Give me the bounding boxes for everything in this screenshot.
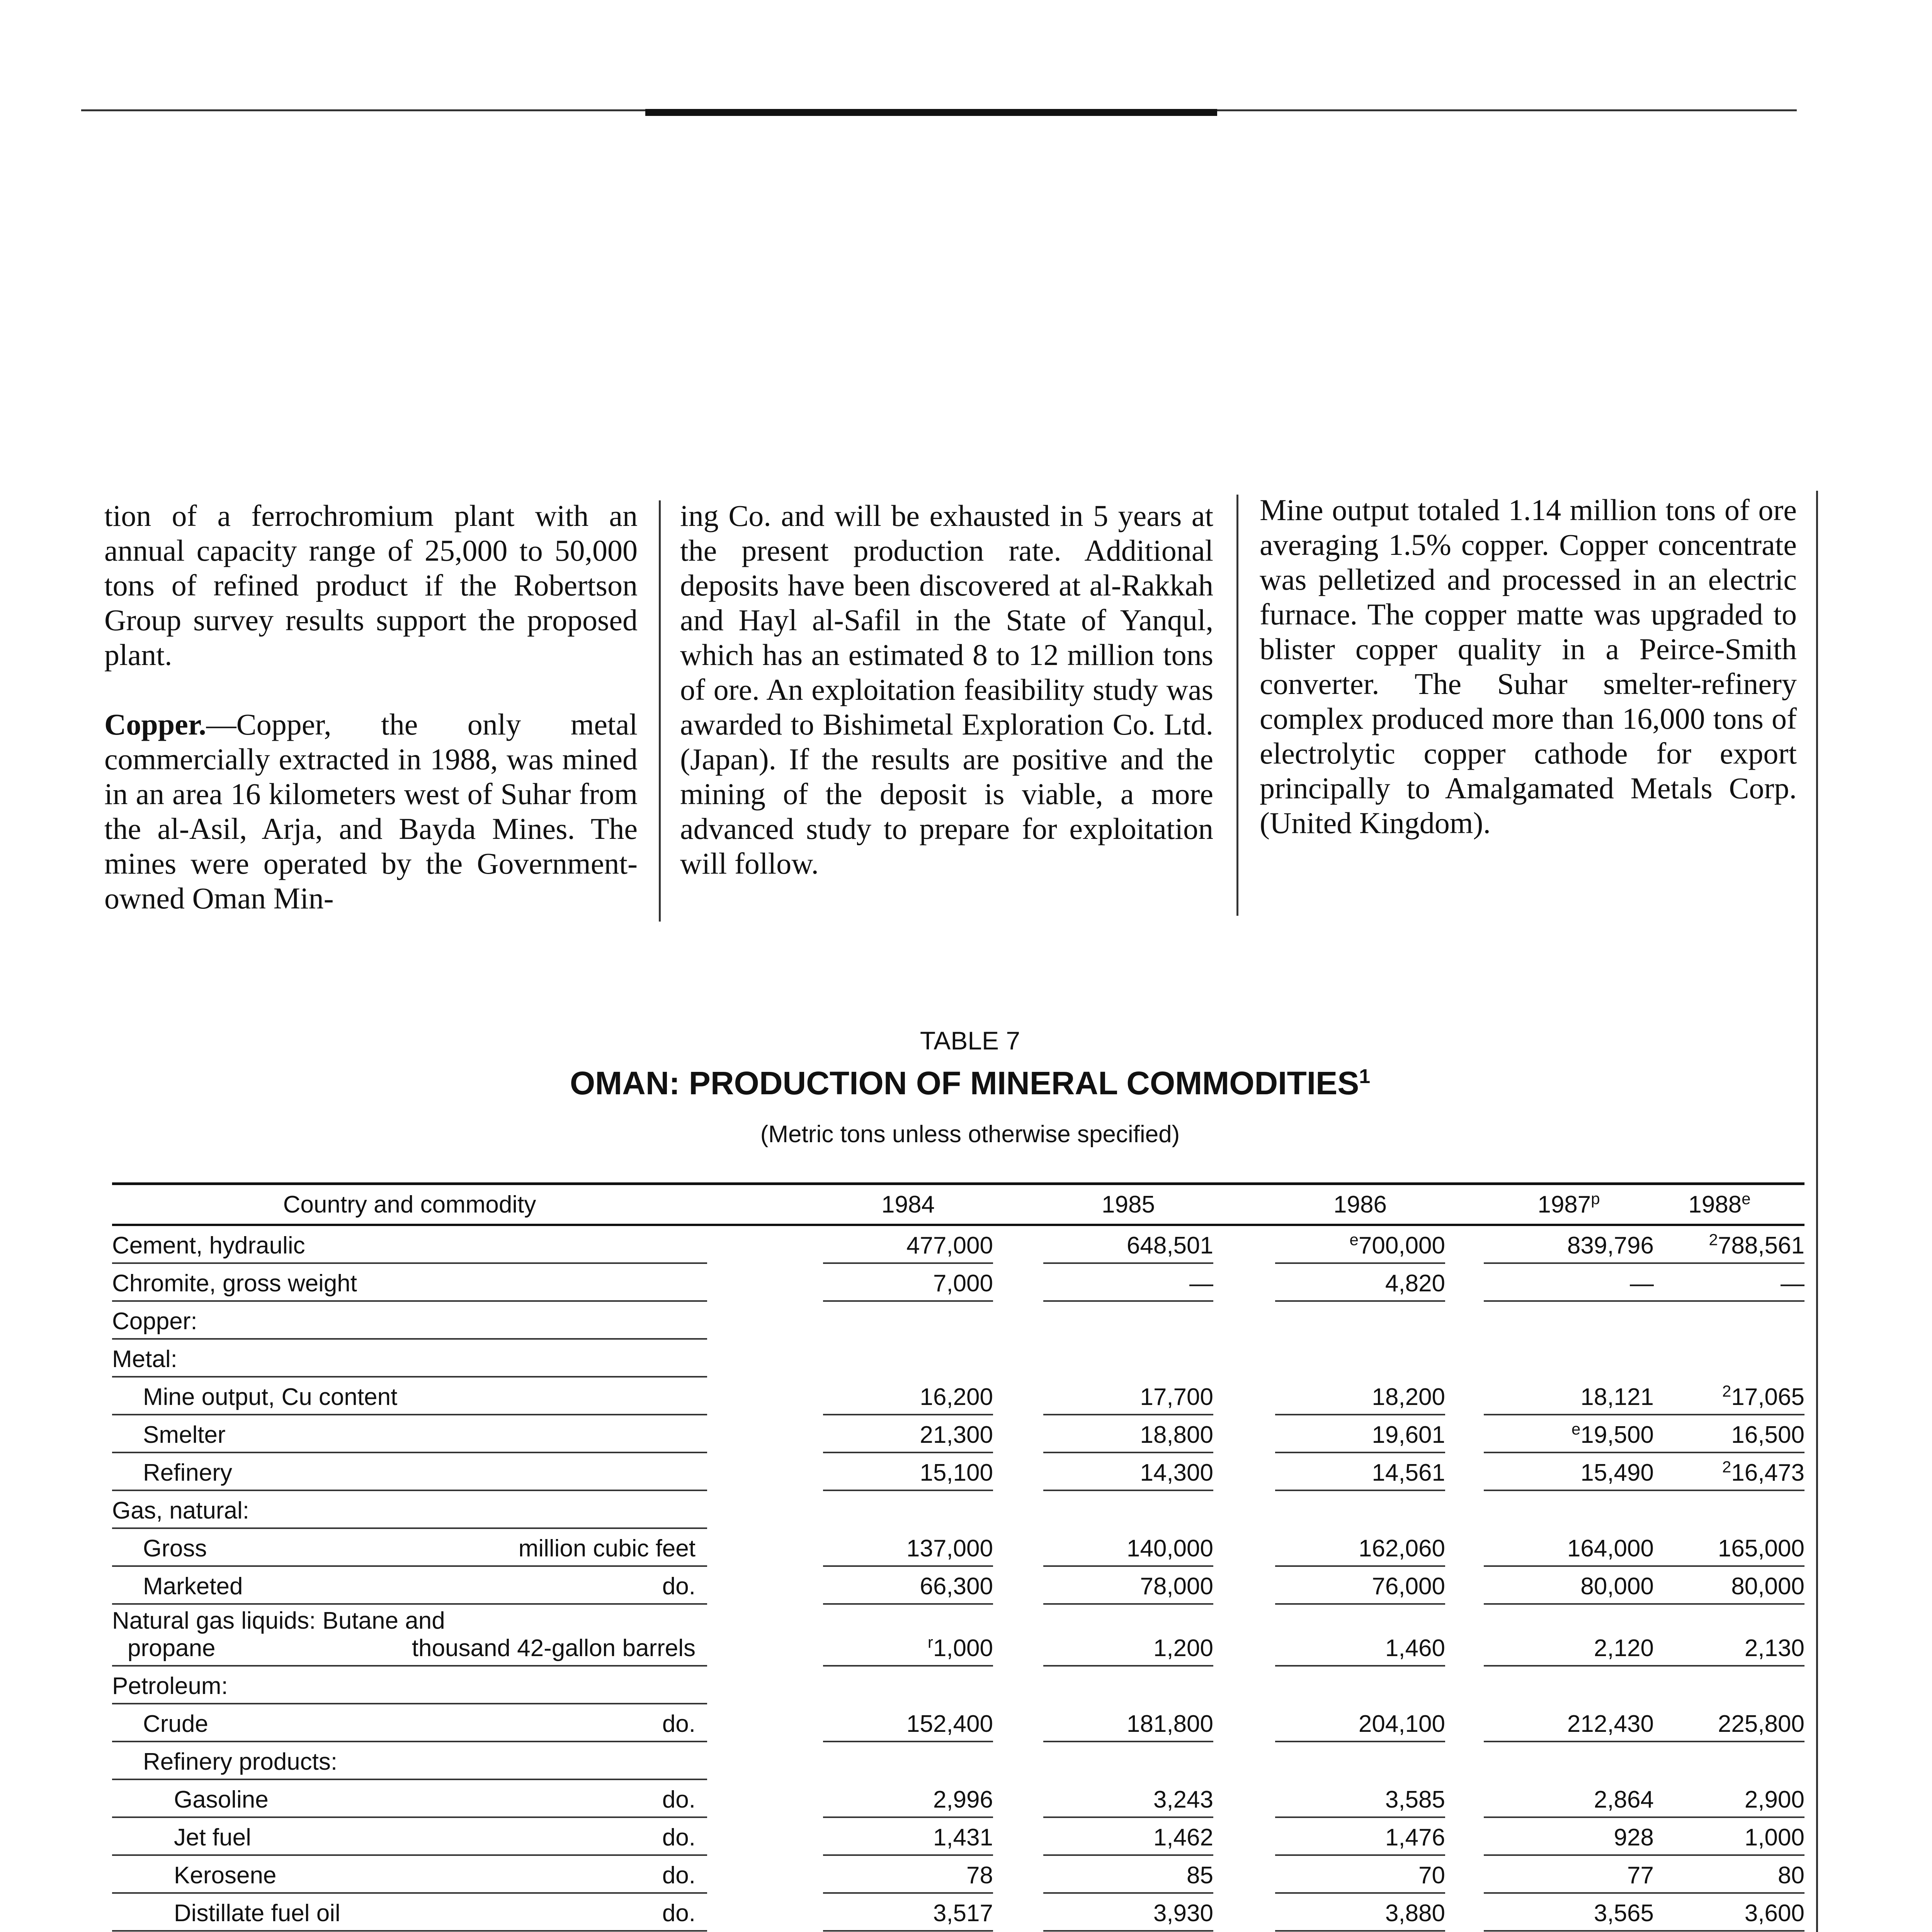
unit-label: do. (662, 1711, 696, 1737)
table-row (112, 1818, 1804, 1856)
value-text: 700,000 (1358, 1232, 1445, 1259)
row-label (112, 1607, 707, 1667)
text-column-3 (1260, 493, 1797, 840)
value-cell: 2,900 (1634, 1786, 1804, 1818)
col1-paragraph-2-text: —Copper, the only metal commercially extracted in 1988, was mined in an area 16 kilometers west of Suhar from the al-Asil, Arja, and Bayda Mines. The mines were operated by the Government-owned Oman Min- (104, 707, 638, 915)
col1-paragraph-2 (104, 707, 638, 916)
value-cell: 15,490 (1484, 1459, 1654, 1491)
unit-label: thousand 42-gallon barrels (412, 1635, 696, 1662)
value-cell (1275, 1232, 1445, 1264)
row-label-text: Crude (143, 1711, 208, 1737)
row-label-text: propane (128, 1635, 216, 1662)
value-text: 16,473 (1731, 1459, 1804, 1486)
footnote-mark: r (927, 1633, 933, 1651)
value-cell: 225,800 (1634, 1710, 1804, 1742)
row-label (112, 1573, 707, 1605)
table-row (112, 1529, 1804, 1567)
row-label-text: Distillate fuel oil (174, 1900, 340, 1927)
value-cell: 162,060 (1275, 1535, 1445, 1567)
value-cell: 80,000 (1484, 1573, 1654, 1605)
row-label: Cement, hydraulic (112, 1232, 707, 1264)
value-cell: — (1634, 1270, 1804, 1302)
table-title-text: OMAN: PRODUCTION OF MINERAL COMMODITIES (570, 1065, 1359, 1101)
column-divider-1 (659, 500, 661, 922)
value-cell: — (1484, 1270, 1654, 1302)
col2-paragraph: ing Co. and will be exhausted in 5 years at the present production rate. Additional deposits have been discovered at al-Rakkah and Hayl al-Safil in the State of Yanqul, which has an estimated 8 to 12 million tons of ore. An exploitation feasibility study was awarded to Bishimetal Exploration Co. Ltd. (Japan). If the results are positive and the mining of the deposit is viable, a more advanced study to prepare for exploitation will follow. (680, 499, 1213, 880)
table-row (112, 1780, 1804, 1818)
unit-label: do. (662, 1862, 696, 1889)
value-cell: 18,200 (1275, 1383, 1445, 1415)
value-cell: 648,501 (1043, 1232, 1213, 1264)
table-row (112, 1453, 1804, 1491)
value-cell: 19,601 (1275, 1421, 1445, 1453)
row-label (112, 1824, 707, 1856)
production-table (112, 1182, 1804, 1932)
value-cell: 18,800 (1043, 1421, 1213, 1453)
header-1985: 1985 (1102, 1191, 1155, 1218)
value-cell: 3,565 (1484, 1900, 1654, 1932)
value-text: 788,561 (1718, 1232, 1804, 1259)
value-cell: 17,700 (1043, 1383, 1213, 1415)
table-row (112, 1667, 1804, 1704)
column-divider-2 (1236, 495, 1238, 916)
row-label: Petroleum: (112, 1672, 707, 1704)
value-cell: 152,400 (823, 1710, 993, 1742)
row-label: Gas, natural: (112, 1497, 707, 1529)
value-cell: 1,462 (1043, 1824, 1213, 1856)
table-label: TABLE 7 (920, 1026, 1020, 1055)
col1-paragraph-1: tion of a ferrochromium plant with an annual capacity range of 25,000 to 50,000 tons of refined product if the Robertson Group survey results support the proposed plant. (104, 499, 638, 672)
row-label: Refinery products: (112, 1748, 707, 1780)
value-cell: 14,561 (1275, 1459, 1445, 1491)
value-text: 19,500 (1580, 1422, 1654, 1448)
header-1987-mark: p (1591, 1189, 1600, 1208)
table-row (112, 1302, 1804, 1340)
unit-label: million cubic feet (518, 1535, 696, 1562)
value-cell: — (1043, 1270, 1213, 1302)
value-cell: 78,000 (1043, 1573, 1213, 1605)
table-row (112, 1264, 1804, 1302)
value-cell: 164,000 (1484, 1535, 1654, 1567)
value-cell: 80 (1634, 1862, 1804, 1894)
row-label: Copper: (112, 1308, 707, 1340)
header-1988-mark: e (1742, 1189, 1751, 1208)
row-label-text: Gross (143, 1535, 207, 1562)
value-cell: 85 (1043, 1862, 1213, 1894)
table-row (112, 1378, 1804, 1415)
text-column-1 (104, 498, 638, 916)
value-cell: 2,864 (1484, 1786, 1654, 1818)
table-row (112, 1742, 1804, 1780)
value-cell: 2,996 (823, 1786, 993, 1818)
table-row (112, 1491, 1804, 1529)
value-cell: 14,300 (1043, 1459, 1213, 1491)
header-1987 (1484, 1191, 1654, 1218)
row-label-line-1: Natural gas liquids: Butane and (112, 1607, 445, 1634)
text-column-2 (680, 498, 1213, 881)
value-cell: 204,100 (1275, 1710, 1445, 1742)
header-1987-text: 1987 (1537, 1191, 1591, 1218)
row-label: Chromite, gross weight (112, 1270, 707, 1302)
header-commodity: Country and commodity (283, 1191, 536, 1218)
value-cell (1634, 1383, 1804, 1415)
table-row (112, 1704, 1804, 1742)
value-cell: 16,200 (823, 1383, 993, 1415)
value-cell: 839,796 (1484, 1232, 1654, 1264)
table-title (0, 1065, 1932, 1102)
page-edge-rule (1816, 491, 1818, 1932)
value-cell: 2,130 (1634, 1634, 1804, 1667)
value-cell: 66,300 (823, 1573, 993, 1605)
header-1988 (1634, 1191, 1804, 1218)
row-label-text: Gasoline (174, 1786, 269, 1813)
value-cell: 21,300 (823, 1421, 993, 1453)
value-cell (823, 1634, 993, 1667)
unit-label: do. (662, 1786, 696, 1813)
value-cell: 16,500 (1634, 1421, 1804, 1453)
header-1984: 1984 (881, 1191, 935, 1218)
value-cell (1634, 1459, 1804, 1491)
table-top-rule (112, 1182, 1804, 1185)
value-cell: 80,000 (1634, 1573, 1804, 1605)
table-row (112, 1415, 1804, 1453)
row-label: Smelter (112, 1421, 707, 1453)
row-label: Metal: (112, 1345, 707, 1378)
row-label-text: Kerosene (174, 1862, 277, 1889)
table-row (112, 1226, 1804, 1264)
value-cell: 78 (823, 1862, 993, 1894)
value-cell: 2,120 (1484, 1634, 1654, 1667)
footnote-mark: e (1349, 1230, 1359, 1249)
table-row (112, 1567, 1804, 1605)
table-row (112, 1856, 1804, 1894)
row-label: Refinery (112, 1459, 707, 1491)
unit-label: do. (662, 1573, 696, 1600)
header-rule-bold (645, 109, 1217, 116)
copper-heading: Copper. (104, 707, 206, 741)
value-cell: 181,800 (1043, 1710, 1213, 1742)
row-label-text: Marketed (143, 1573, 243, 1600)
value-cell: 1,431 (823, 1824, 993, 1856)
value-cell: 1,460 (1275, 1634, 1445, 1667)
footnote-mark: 2 (1722, 1458, 1731, 1476)
table-header-row (112, 1185, 1804, 1226)
value-cell: 1,000 (1634, 1824, 1804, 1856)
row-label (112, 1710, 707, 1742)
row-label (112, 1535, 707, 1567)
table-row (112, 1605, 1804, 1667)
footnote-mark: 2 (1709, 1230, 1718, 1249)
value-cell: 165,000 (1634, 1535, 1804, 1567)
footnote-mark: 2 (1722, 1382, 1731, 1400)
table-row (112, 1340, 1804, 1378)
row-label (112, 1900, 707, 1932)
row-label: Mine output, Cu content (112, 1383, 707, 1415)
table-title-note: 1 (1359, 1065, 1371, 1088)
value-cell: 1,476 (1275, 1824, 1445, 1856)
value-cell: 70 (1275, 1862, 1445, 1894)
value-cell: 15,100 (823, 1459, 993, 1491)
footnote-mark: e (1571, 1420, 1581, 1438)
value-cell: 3,600 (1634, 1900, 1804, 1932)
header-1988-text: 1988 (1688, 1191, 1742, 1218)
table-subtitle: (Metric tons unless otherwise specified) (760, 1121, 1180, 1148)
value-cell: 3,243 (1043, 1786, 1213, 1818)
value-cell: 3,880 (1275, 1900, 1445, 1932)
header-1986: 1986 (1333, 1191, 1387, 1218)
value-cell: 76,000 (1275, 1573, 1445, 1605)
value-cell: 140,000 (1043, 1535, 1213, 1567)
value-cell: 928 (1484, 1824, 1654, 1856)
value-cell: 3,585 (1275, 1786, 1445, 1818)
value-cell: 137,000 (823, 1535, 993, 1567)
value-text: 17,065 (1731, 1384, 1804, 1410)
value-cell: 18,121 (1484, 1383, 1654, 1415)
value-cell: 1,200 (1043, 1634, 1213, 1667)
value-cell: 77 (1484, 1862, 1654, 1894)
value-cell: 4,820 (1275, 1270, 1445, 1302)
table-row (112, 1894, 1804, 1932)
value-cell (1634, 1232, 1804, 1264)
row-label (112, 1862, 707, 1894)
col3-paragraph: Mine output totaled 1.14 million tons of ore averaging 1.5% copper. Copper concentrate was pelletized and processed in an electric furnace. The copper matte was upgraded to blister copper quality in a Peirce-Smith converter. The Suhar smelter-refinery complex produced more than 16,000 tons of electrolytic copper cathode for export principally to Amalgamated Metals Corp. (United Kingdom). (1260, 493, 1797, 840)
row-label (112, 1786, 707, 1818)
value-cell: 3,517 (823, 1900, 993, 1932)
value-cell: 3,930 (1043, 1900, 1213, 1932)
value-cell: 7,000 (823, 1270, 993, 1302)
value-cell (1484, 1421, 1654, 1453)
value-cell: 212,430 (1484, 1710, 1654, 1742)
unit-label: do. (662, 1900, 696, 1927)
value-cell: 477,000 (823, 1232, 993, 1264)
unit-label: do. (662, 1824, 696, 1851)
row-label-text: Jet fuel (174, 1824, 251, 1851)
value-text: 1,000 (933, 1635, 993, 1662)
